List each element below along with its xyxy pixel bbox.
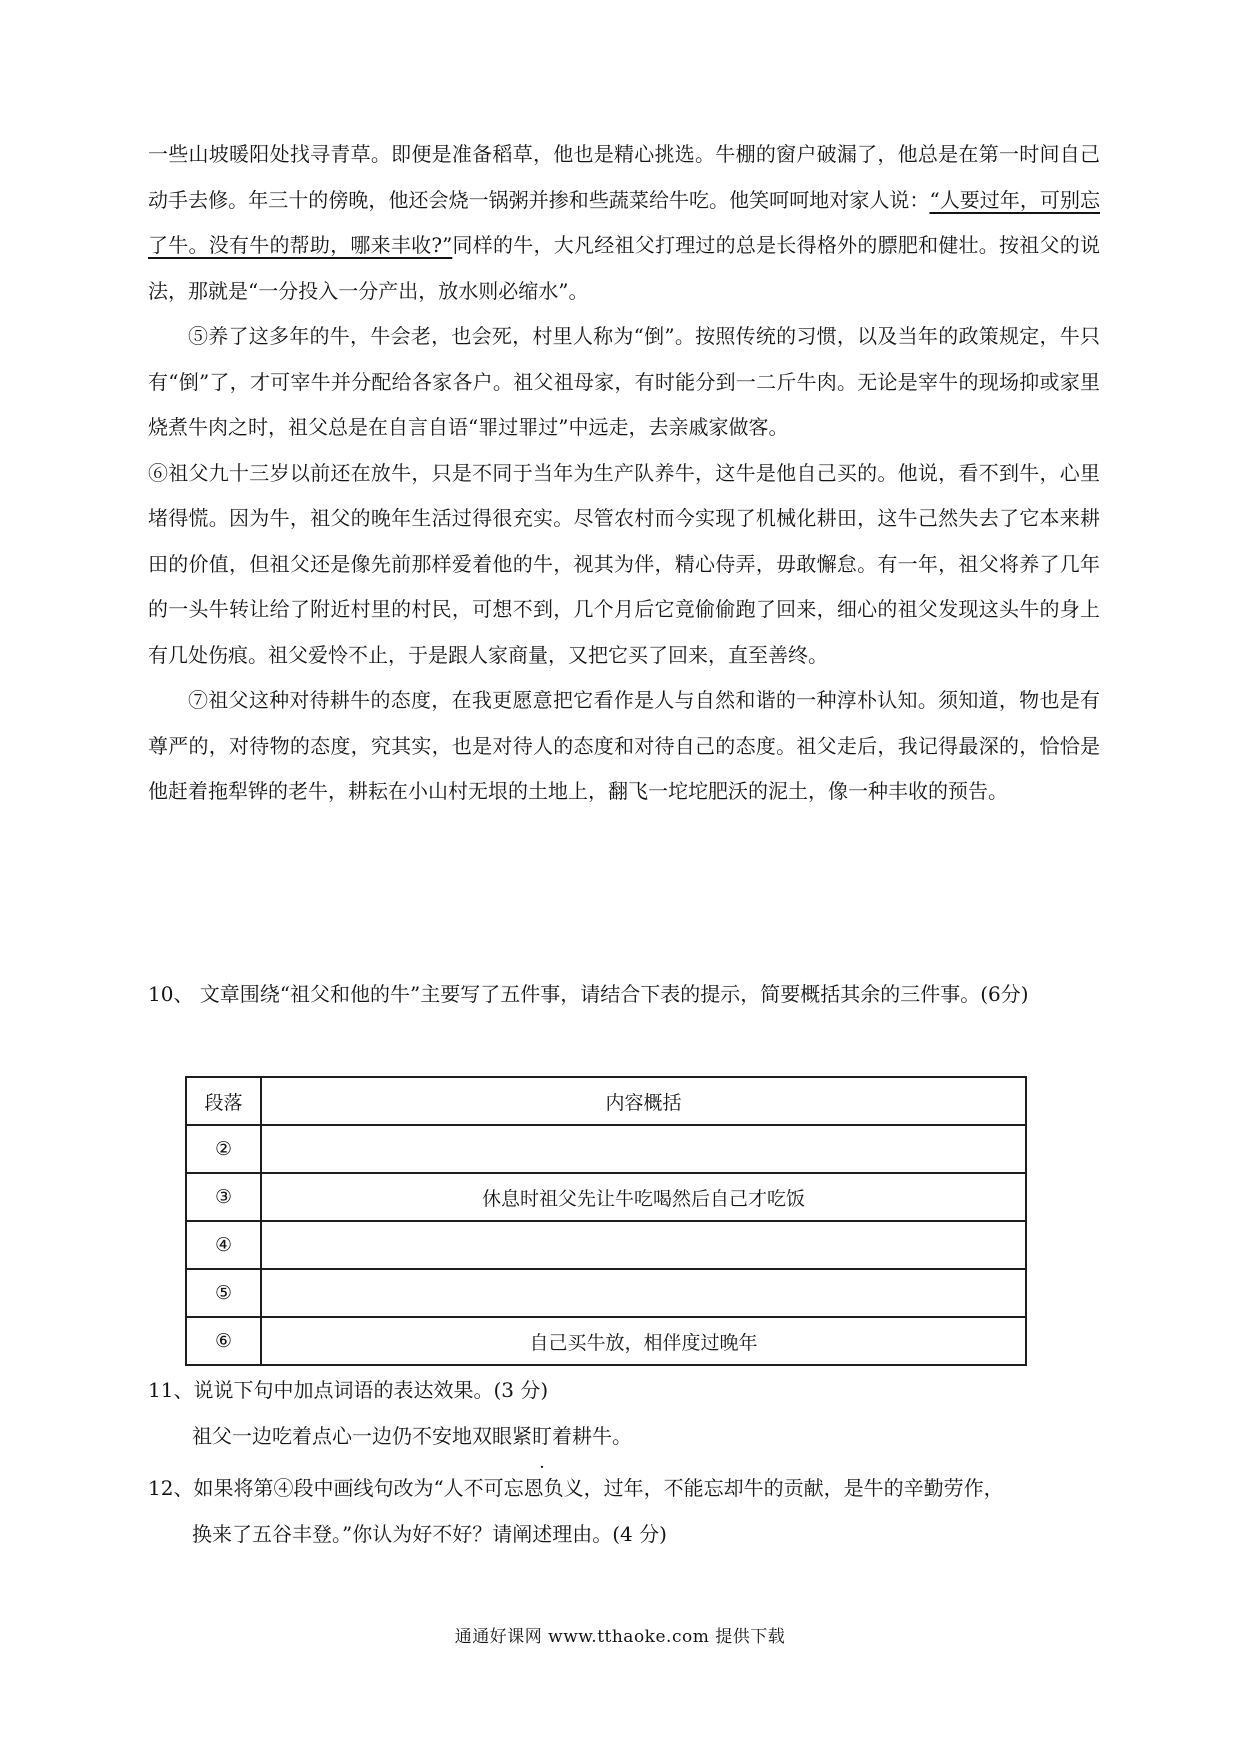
row-summary-answer[interactable]: [261, 1221, 1026, 1269]
sentence-before: 祖父一边吃着点心一边仍不安地双眼紧: [192, 1423, 532, 1448]
question-11: [148, 1368, 1100, 1459]
paragraph-7: ⑦祖父这种对待耕牛的态度，在我更愿意把它看作是人与自然和谐的一种淳朴认知。须知道，物也是有尊严的，对待物的态度，究其实，也是对待人的态度和对待自己的态度。祖父走后，我记得最深的，恰恰是他赶着拖犁铧的老牛，耕耘在小山村无垠的土地上，翻飞一坨坨肥沃的泥土，像一种丰收的预告。: [148, 688, 1100, 803]
footer-credit: 通通好课网 www.tthaoke.com 提供下载: [454, 1627, 786, 1647]
underlined-sentence: “人要过年，可别忘了牛。没有牛的帮助，哪来丰收?”: [148, 187, 1100, 257]
table-row: [186, 1317, 1026, 1365]
table-row: [186, 1173, 1026, 1221]
passage-continued: [148, 132, 1100, 815]
sentence-after: 着耕牛。: [552, 1423, 632, 1448]
question-11-sentence: [148, 1414, 1100, 1460]
table-row: [186, 1125, 1026, 1173]
row-summary-answer[interactable]: [261, 1269, 1026, 1317]
paragraph-5: ⑤养了这多年的牛，牛会老，也会死，村里人称为“倒”。按照传统的习惯，以及当年的政策规定，牛只有“倒”了，才可宰牛并分配给各家各户。祖父祖母家，有时能分到一二斤牛肉。无论是宰牛的现场抑或家里烧煮牛肉之时，祖父总是在自言自语“罪过罪过”中远走，去亲戚家做客。: [148, 324, 1100, 439]
question-12-line1: 12、如果将第④段中画线句改为“人不可忘恩负义，过年，不能忘却牛的贡献，是牛的辛勤劳作，: [148, 1476, 1004, 1500]
paragraph-4-text-end: 同样的牛，大凡经祖父打理过的总是长得格外的膘肥和健壮。按祖父的说法，那就是“一分投入一分产出，放水则必缩水”。: [148, 233, 1100, 303]
dotted-word: 盯: [532, 1423, 552, 1448]
table-row: [186, 1221, 1026, 1269]
header-paragraph: 段落: [186, 1077, 261, 1125]
row-paragraph-number: ⑥: [186, 1317, 261, 1365]
question-10: [148, 972, 1100, 1018]
row-paragraph-number: ⑤: [186, 1269, 261, 1317]
row-summary-answer[interactable]: [261, 1125, 1026, 1173]
row-paragraph-number: ③: [186, 1173, 261, 1221]
summary-table: [185, 1076, 1027, 1366]
header-summary: 内容概括: [261, 1077, 1026, 1125]
paragraph-4-continued: [148, 132, 1100, 314]
paragraph-6: ⑥祖父九十三岁以前还在放牛，只是不同于当年为生产队养牛，这牛是他自己买的。他说，看不到牛，心里堵得慌。因为牛，祖父的晚年生活过得很充实。尽管农村而今实现了机械化耕田，这牛己然失去了它本来耕田的价值，但祖父还是像先前那样爱着他的牛，视其为伴，精心侍弄，毋敢懈怠。有一年，祖父将养了几年的一头牛转让给了附近村里的村民，可想不到，几个月后它竟偷偷跑了回来，细心的祖父发现这头牛的身上有几处伤痕。祖父爱怜不止，于是跟人家商量，又把它买了回来，直至善终。: [148, 460, 1100, 667]
row-paragraph-number: ④: [186, 1221, 261, 1269]
paragraph-4-text: 一些山坡暖阳处找寻青草。即便是准备稻草，他也是精心挑选。牛棚的窗户破漏了，他总是在第一时间自己动手去修。年三十的傍晚，他还会烧一锅粥并掺和些蔬菜给牛吃。他笑呵呵地对家人说：: [148, 142, 1100, 212]
question-12-line2: 换来了五谷丰登。”你认为好不好？请阐述理由。(4 分): [192, 1521, 667, 1546]
question-10-text: 10、 文章围绕“祖父和他的牛”主要写了五件事，请结合下表的提示，简要概括其余的三件事。(6分): [148, 982, 1029, 1006]
table-row: [186, 1269, 1026, 1317]
row-paragraph-number: ②: [186, 1125, 261, 1173]
question-12: [148, 1466, 1100, 1557]
row-summary-given: 自己买牛放，相伴度过晚年: [261, 1317, 1026, 1365]
question-11-text: 11、说说下句中加点词语的表达效果。(3 分): [148, 1378, 549, 1402]
row-summary-given: 休息时祖父先让牛吃喝然后自己才吃饭: [261, 1173, 1026, 1221]
table-header-row: [186, 1077, 1026, 1125]
